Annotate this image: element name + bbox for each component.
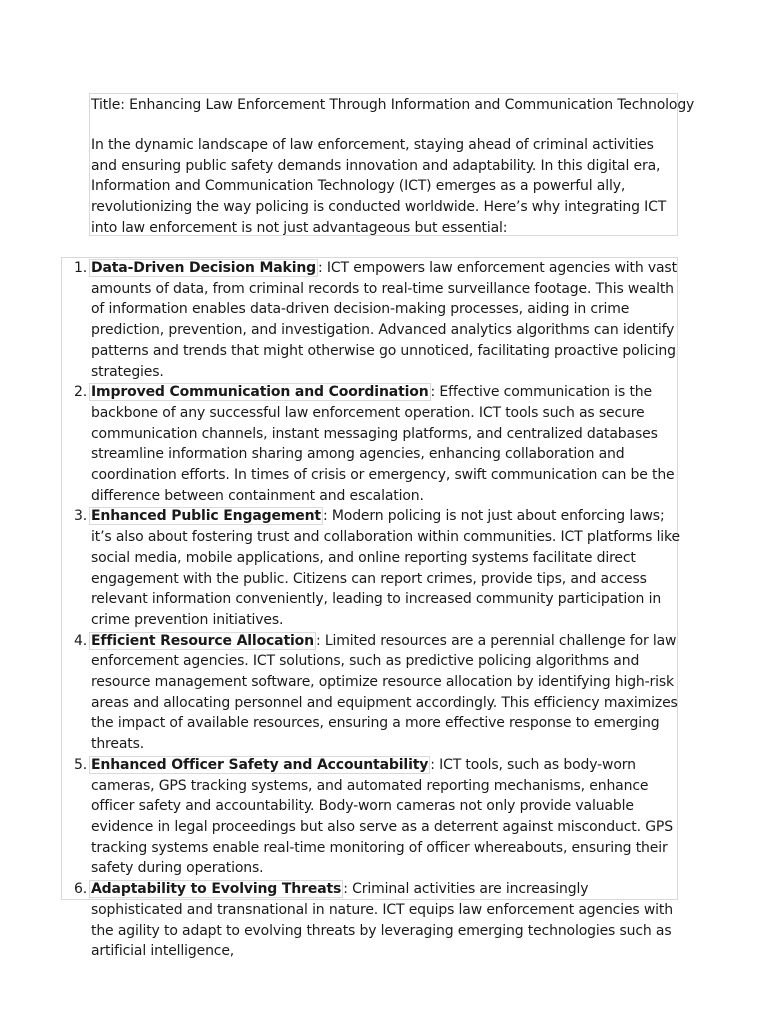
list-item-number: 2. [73, 384, 87, 401]
list-item-heading: Enhanced Officer Safety and Accountability [91, 756, 429, 773]
list-item-heading: Improved Communication and Coordination [91, 384, 429, 401]
numbered-list-box [61, 257, 680, 960]
list-item-body: : ICT empowers law enforcement agencies with vast amounts of data, from criminal records to real-time surveillance footage. This wealth of information enables data-driven decision-making processes, aiding in crime prediction, prevention, and investigation. Advanced analytics algorithms can identify patterns and trends that might otherwise go unnoticed, facilitating proactive policing strategies. [91, 260, 677, 380]
list-item-heading: Adaptability to Evolving Threats [91, 881, 342, 898]
list-item-number: 3. [73, 508, 87, 525]
list-item [73, 258, 681, 382]
list-item [73, 506, 681, 630]
list-item-heading: Enhanced Public Engagement [91, 508, 321, 525]
list-item-heading: Efficient Resource Allocation [91, 632, 314, 649]
list-item-body: : Effective communication is the backbone of any successful law enforcement operation. ICT tools such as secure communication channels, instant messaging platforms, and centralized databases streamline information sharing among agencies, enhancing collaboration and coordination efforts. In times of crisis or emergency, swift communication can be the difference between containment and escalation. [91, 384, 675, 504]
list-item [73, 382, 681, 506]
list-item [73, 755, 681, 879]
list-item-body: : Modern policing is not just about enforcing laws; it’s also about fostering trust and collaboration within communities. ICT platforms like social media, mobile applications, and online reporting systems facilitate direct engagement with the public. Citizens can report crimes, provide tips, and access relevant information conveniently, leading to increased community participation in crime prevention initiatives. [91, 508, 680, 628]
points-list [73, 258, 681, 962]
list-item-number: 4. [73, 632, 87, 649]
list-item-body: : ICT tools, such as body-worn cameras, GPS tracking systems, and automated reporting mechanisms, enhance officer safety and accountability. Body-worn cameras not only provide valuable evidence in legal proceedings but also serve as a deterrent against misconduct. GPS tracking systems enable real-time monitoring of officer whereabouts, ensuring their safety during operations. [91, 756, 673, 877]
list-item-heading: Data-Driven Decision Making [91, 260, 317, 276]
list-item-number: 6. [73, 881, 87, 898]
intro-paragraph: In the dynamic landscape of law enforcement, staying ahead of criminal activities and ensuring public safety demands innovation and adaptability. In this digital era, Information and Communication Technology (ICT) emerges as a powerful ally, revolutionizing the way policing is conducted worldwide. Here’s why integrating ICT into law enforcement is not just advantageous but essential: [91, 137, 667, 236]
list-item [73, 879, 681, 962]
list-item [73, 631, 681, 755]
list-item-body: : Criminal activities are increasingly sophisticated and transnational in nature. ICT equips law enforcement agencies with the agility to adapt to evolving threats by leveraging emerging technologies such as artificial intelligence, [91, 881, 673, 960]
document-title: Title: Enhancing Law Enforcement Through Information and Communication Technology [91, 97, 695, 113]
list-item-number: 1. [73, 260, 87, 276]
list-item-number: 5. [73, 756, 87, 773]
list-item-body: : Limited resources are a perennial challenge for law enforcement agencies. ICT solutions, such as predictive policing algorithms and resource management software, optimize resource allocation by identifying high-risk areas and allocating personnel and equipment accordingly. This efficiency maximizes the impact of available resources, ensuring a more effective response to emerging threats. [91, 632, 678, 753]
